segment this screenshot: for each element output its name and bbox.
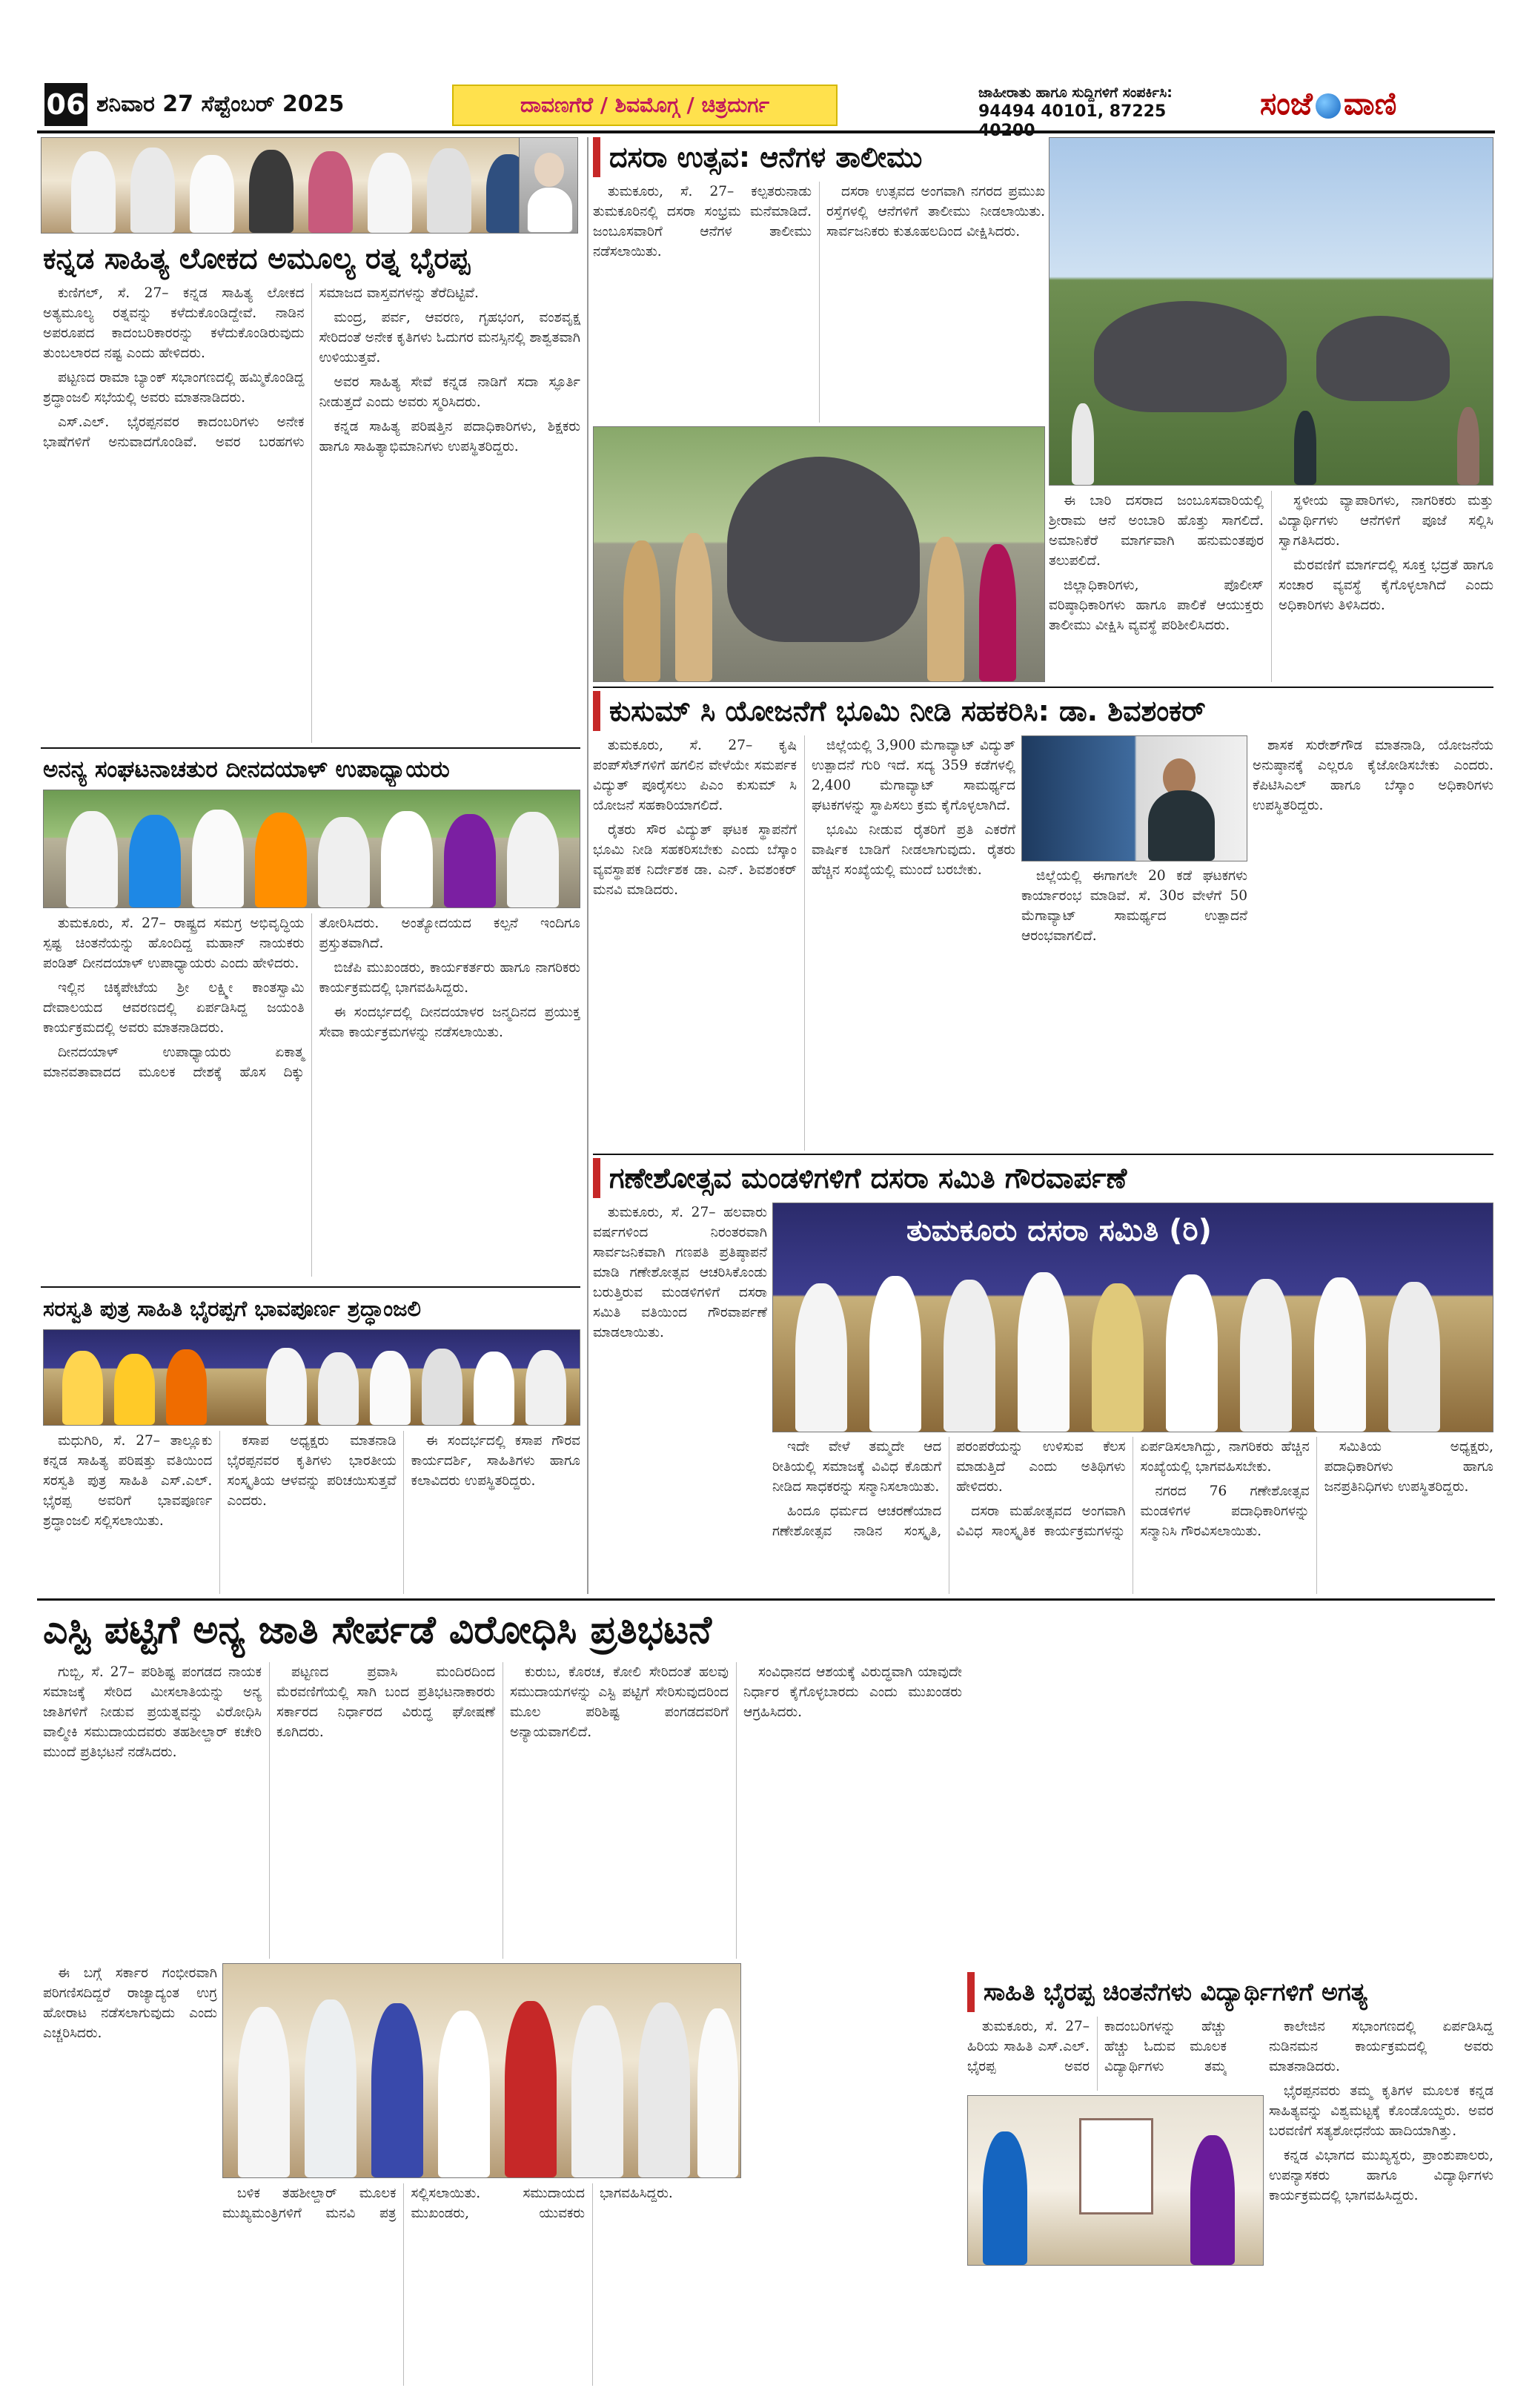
section-rule	[41, 1286, 580, 1288]
dasara-para-4: ಜಿಲ್ಲಾಧಿಕಾರಿಗಳು, ಪೊಲೀಸ್ ವರಿಷ್ಠಾಧಿಕಾರಿಗಳು ಹಾಗೂ ಪಾಲಿಕೆ ಆಯುಕ್ತರು ತಾಲೀಮು ವೀಕ್ಷಿಸಿ ವ್ಯವಸ್ಥೆ ಪರಿಶೀಲಿಸಿದರು.	[1049, 578, 1264, 633]
edition-label: ದಾವಣಗೆರೆ / ಶಿವಮೊಗ್ಗ / ಚಿತ್ರದುರ್ಗ	[452, 85, 838, 126]
dasara-body-bottom	[1049, 491, 1493, 682]
bhyrappa-tribute-photo	[41, 137, 574, 234]
kusum-body-right	[1253, 735, 1493, 1151]
protest-para-5: ಈ ಬಗ್ಗೆ ಸರ್ಕಾರ ಗಂಭೀರವಾಗಿ ಪರಿಗಣಿಸದಿದ್ದರೆ ರಾಜ್ಯಾದ್ಯಂತ ಉಗ್ರ ಹೋರಾಟ ನಡೆಸಲಾಗುವುದು ಎಂದು ಎಚ್ಚರಿಸಿದರು.	[43, 1965, 217, 2041]
ganesha-headline: ಗಣೇಶೋತ್ಸವ ಮಂಡಳಿಗಳಿಗೆ ದಸರಾ ಸಮಿತಿ ಗೌರವಾರ್ಪಣೆ	[593, 1158, 1493, 1198]
saraswathi-para-3: ಈ ಸಂದರ್ಭದಲ್ಲಿ ಕಸಾಪ ಗೌರವ ಕಾರ್ಯದರ್ಶಿ, ಸಾಹಿತಿಗಳು ಹಾಗೂ ಕಲಾವಿದರು ಉಪಸ್ಥಿತರಿದ್ದರು.	[411, 1433, 580, 1489]
page-date: ಶನಿವಾರ 27 ಸೆಪ್ಟೆಂಬರ್ 2025	[96, 91, 345, 117]
ganesha-para-6: ಸಮಿತಿಯ ಅಧ್ಯಕ್ಷರು, ಪದಾಧಿಕಾರಿಗಳು ಹಾಗೂ ಜನಪ್ರತಿನಿಧಿಗಳು ಉಪಸ್ಥಿತರಿದ್ದರು.	[1324, 1439, 1493, 1495]
protest-para-4: ಸಂವಿಧಾನದ ಆಶಯಕ್ಕೆ ವಿರುದ್ಧವಾಗಿ ಯಾವುದೇ ನಿರ್ಧಾರ ಕೈಗೊಳ್ಳಬಾರದು ಎಂದು ಮುಖಂಡರು ಆಗ್ರಹಿಸಿದರು.	[743, 1664, 962, 1720]
kusum-para-2: ರೈತರು ಸೌರ ವಿದ್ಯುತ್ ಘಟಕ ಸ್ಥಾಪನೆಗೆ ಭೂಮಿ ನೀಡಿ ಸಹಕರಿಸಬೇಕು ಎಂದು ಬೆಸ್ಕಾಂ ವ್ಯವಸ್ಥಾಪಕ ನಿರ್ದೇಶಕ ಡಾ. ಎನ್. ಶಿವಶಂಕರ್ ಮನವಿ ಮಾಡಿದರು.	[593, 822, 797, 898]
ganesha-banner: ತುಮಕೂರು ದಸರಾ ಸಮಿತಿ (ರಿ)	[906, 1214, 1212, 1248]
saraswathi-headline: ಸರಸ್ವತಿ ಪುತ್ರ ಸಾಹಿತಿ ಭೈರಪ್ಪಗೆ ಭಾವಪೂರ್ಣ ಶ್ರದ್ಧಾಂಜಲಿ	[43, 1296, 422, 1321]
section-rule	[41, 747, 580, 749]
bhyrappa-para-4: ಮಂದ್ರ, ಪರ್ವ, ಆವರಣ, ಗೃಹಭಂಗ, ವಂಶವೃಕ್ಷ ಸೇರಿದಂತೆ ಅನೇಕ ಕೃತಿಗಳು ಓದುಗರ ಮನಸ್ಸಿನಲ್ಲಿ ಶಾಶ್ವತವಾಗಿ ಉಳಿಯುತ್ತವೆ.	[319, 310, 580, 366]
ganesha-felicitation-photo	[772, 1203, 1493, 1432]
protest-body-bottom	[222, 2183, 962, 2386]
logo-word-sanje: ಸಂಜೆ	[1260, 85, 1313, 122]
ganesha-para-5: ನಗರದ 76 ಗಣೇಶೋತ್ಸವ ಮಂಡಳಿಗಳ ಪದಾಧಿಕಾರಿಗಳನ್ನು ಸನ್ಮಾನಿಸಿ ಗೌರವಿಸಲಾಯಿತು.	[1140, 1484, 1310, 1539]
dasara-para-3: ಈ ಬಾರಿ ದಸರಾದ ಜಂಬೂಸವಾರಿಯಲ್ಲಿ ಶ್ರೀರಾಮ ಆನೆ ಅಂಬಾರಿ ಹೊತ್ತು ಸಾಗಲಿದೆ. ಅಮಾನಿಕೆರೆ ಮಾರ್ಗವಾಗಿ ಹನುಮಂತಪುರ ತಲುಪಲಿದೆ.	[1049, 493, 1264, 569]
ad-contact-phones: 94494 40101, 87225	[978, 102, 1167, 121]
deendayal-body	[43, 913, 580, 1277]
deendayal-para-1: ತುಮಕೂರು, ಸೆ. 27– ರಾಷ್ಟ್ರದ ಸಮಗ್ರ ಅಭಿವೃದ್ಧಿಯ ಸ್ಪಷ್ಟ ಚಿಂತನೆಯನ್ನು ಹೊಂದಿದ್ದ ಮಹಾನ್ ನಾಯಕರು ಪಂಡಿತ್ ದೀನದಯಾಳ್ ಉಪಾಧ್ಯಾಯರು ಎಂದು ಹೇಳಿದರು.	[43, 916, 305, 971]
logo-word-vani: ವಾಣಿ	[1343, 85, 1397, 122]
kusum-para-3: ಜಿಲ್ಲೆಯಲ್ಲಿ 3,900 ಮೆಗಾವ್ಯಾಟ್ ವಿದ್ಯುತ್ ಉತ್ಪಾದನೆ ಗುರಿ ಇದೆ. ಸದ್ಯ 359 ಕಡೆಗಳಲ್ಲಿ 2,400 ಮೆಗಾವ್ಯಾಟ್ ಸಾಮರ್ಥ್ಯದ ಘಟಕಗಳನ್ನು ಸ್ಥಾಪಿಸಲು ಕ್ರಮ ಕೈಗೊಳ್ಳಲಾಗಿದೆ.	[812, 738, 1015, 813]
kusum-body-left	[593, 735, 1015, 1151]
ganesha-body-left	[593, 1203, 767, 1432]
globe-icon	[1316, 93, 1341, 119]
bhyrappa-para-1: ಕುಣಿಗಲ್, ಸೆ. 27– ಕನ್ನಡ ಸಾಹಿತ್ಯ ಲೋಕದ ಅತ್ಯಮೂಲ್ಯ ರತ್ನವನ್ನು ಕಳೆದುಕೊಂಡಿದ್ದೇವೆ. ನಾಡಿನ ಅಪರೂಪದ ಕಾದಂಬರಿಕಾರರನ್ನು ಕಳೆದುಕೊಂಡಿರುವುದು ತುಂಬಲಾರದ ನಷ್ಟ ಎಂದು ಹೇಳಿದರು.	[43, 285, 305, 361]
protest-para-1: ಗುಬ್ಬಿ, ಸೆ. 27– ಪರಿಶಿಷ್ಟ ಪಂಗಡದ ನಾಯಕ ಸಮಾಜಕ್ಕೆ ಸೇರಿದ ಮೀಸಲಾತಿಯನ್ನು ಅನ್ಯ ಜಾತಿಗಳಿಗೆ ನೀಡುವ ಪ್ರಯತ್ನವನ್ನು ವಿರೋಧಿಸಿ ವಾಲ್ಮೀಕಿ ಸಮುದಾಯದವರು ತಹಶೀಲ್ದಾರ್ ಕಚೇರಿ ಮುಂದೆ ಪ್ರತಿಭಟನೆ ನಡೆಸಿದರು.	[43, 1664, 262, 1760]
kusum-para-6: ಶಾಸಕ ಸುರೇಶ್‌ಗೌಡ ಮಾತನಾಡಿ, ಯೋಜನೆಯ ಅನುಷ್ಠಾನಕ್ಕೆ ಎಲ್ಲರೂ ಕೈಜೋಡಿಸಬೇಕು ಎಂದರು. ಕೆಪಿಟಿಸಿಎಲ್ ಹಾಗೂ ಬೆಸ್ಕಾಂ ಅಧಿಕಾರಿಗಳು ಉಪಸ್ಥಿತರಿದ್ದರು.	[1253, 738, 1493, 813]
saraswathi-body	[43, 1431, 580, 1594]
students-para-2: ಕಾಲೇಜಿನ ಸಭಾಂಗಣದಲ್ಲಿ ಏರ್ಪಡಿಸಿದ್ದ ನುಡಿನಮನ ಕಾರ್ಯಕ್ರಮದಲ್ಲಿ ಅವರು ಮಾತನಾಡಿದರು.	[1269, 2019, 1493, 2074]
students-para-1: ತುಮಕೂರು, ಸೆ. 27– ಹಿರಿಯ ಸಾಹಿತಿ ಎಸ್.ಎಲ್. ಭೈರಪ್ಪ ಅವರ ಕಾದಂಬರಿಗಳನ್ನು ಹೆಚ್ಚು ಹೆಚ್ಚು ಓದುವ ಮೂಲಕ ವಿದ್ಯಾರ್ಥಿಗಳು ತಮ್ಮ	[967, 2019, 1227, 2074]
students-body-right	[1269, 2017, 1493, 2386]
elephant-shape	[727, 457, 920, 642]
bhyrappa-para-3: ಎಸ್.ಎಲ್. ಭೈರಪ್ಪನವರ ಕಾದಂಬರಿಗಳು ಅನೇಕ ಭಾಷೆಗಳಿಗೆ ಅನುವಾದಗೊಂಡಿವೆ. ಅವರ ಬರಹಗಳು ಸಮಾಜದ ವಾಸ್ತವಗಳನ್ನು ತೆರೆದಿಟ್ಟಿವೆ.	[43, 285, 479, 450]
dasara-elephant-puja-photo	[593, 426, 1045, 682]
protest-body-top	[43, 1662, 962, 1959]
saraswathi-para-1: ಮಧುಗಿರಿ, ಸೆ. 27– ತಾಲ್ಲೂಕು ಕನ್ನಡ ಸಾಹಿತ್ಯ ಪರಿಷತ್ತು ವತಿಯಿಂದ ಸರಸ್ವತಿ ಪುತ್ರ ಸಾಹಿತಿ ಎಸ್.ಎಲ್. ಭೈರಪ್ಪ ಅವರಿಗೆ ಭಾವಪೂರ್ಣ ಶ್ರದ್ಧಾಂಜಲಿ ಸಲ್ಲಿಸಲಾಯಿತು.	[43, 1433, 213, 1529]
dasara-body-top	[593, 182, 1045, 423]
page-number: 06	[44, 83, 87, 126]
kusum-body-mid	[1021, 866, 1247, 1151]
deendayal-para-4: ಬಿಜೆಪಿ ಮುಖಂಡರು, ಕಾರ್ಯಕರ್ತರು ಹಾಗೂ ನಾಗರಿಕರು ಕಾರ್ಯಕ್ರಮದಲ್ಲಿ ಭಾಗವಹಿಸಿದ್ದರು.	[319, 960, 580, 996]
dasara-street-photo	[1049, 137, 1493, 486]
ganesha-para-3: ಹಿಂದೂ ಧರ್ಮದ ಆಚರಣೆಯಾದ ಗಣೇಶೋತ್ಸವ ನಾಡಿನ ಸಂಸ್ಕೃತಿ, ಪರಂಪರೆಯನ್ನು ಉಳಿಸುವ ಕೆಲಸ ಮಾಡುತ್ತಿದೆ ಎಂದು ಅತಿಥಿಗಳು ಹೇಳಿದರು.	[772, 1439, 1126, 1539]
protest-memorandum-photo	[222, 1963, 741, 2178]
protest-body-left	[43, 1963, 217, 2386]
students-headline: ಸಾಹಿತಿ ಭೈರಪ್ಪ ಚಿಂತನೆಗಳು ವಿದ್ಯಾರ್ಥಿಗಳಿಗೆ ಅಗತ್ಯ	[967, 1972, 1493, 2012]
bhyrappa-para-5: ಅವರ ಸಾಹಿತ್ಯ ಸೇವೆ ಕನ್ನಡ ನಾಡಿಗೆ ಸದಾ ಸ್ಫೂರ್ತಿ ನೀಡುತ್ತದೆ ಎಂದು ಅವರು ಸ್ಮರಿಸಿದರು.	[319, 374, 580, 410]
ganesha-para-2: ಇದೇ ವೇಳೆ ತಮ್ಮದೇ ಆದ ರೀತಿಯಲ್ಲಿ ಸಮಾಜಕ್ಕೆ ವಿವಿಧ ಕೊಡುಗೆ ನೀಡಿದ ಸಾಧಕರನ್ನು ಸನ್ಮಾನಿಸಲಾಯಿತು.	[772, 1439, 942, 1495]
ganesha-body-bottom	[772, 1437, 1493, 1594]
kusum-headline: ಕುಸುಮ್ ಸಿ ಯೋಜನೆಗೆ ಭೂಮಿ ನೀಡಿ ಸಹಕರಿಸಿ: ಡಾ. ಶಿವಶಂಕರ್	[593, 691, 1493, 731]
bhyrappa-portrait	[519, 137, 578, 234]
dasara-para-2: ದಸರಾ ಉತ್ಸವದ ಅಂಗವಾಗಿ ನಗರದ ಪ್ರಮುಖ ರಸ್ತೆಗಳಲ್ಲಿ ಆನೆಗಳಿಗೆ ತಾಲೀಮು ನೀಡಲಾಯಿತು. ಸಾರ್ವಜನಿಕರು ಕುತೂಹಲದಿಂದ ವೀಕ್ಷಿಸಿದರು.	[826, 184, 1045, 239]
ganesha-para-1: ತುಮಕೂರು, ಸೆ. 27– ಹಲವಾರು ವರ್ಷಗಳಿಂದ ನಿರಂತರವಾಗಿ ಸಾರ್ವಜನಿಕವಾಗಿ ಗಣಪತಿ ಪ್ರತಿಷ್ಠಾಪನೆ ಮಾಡಿ ಗಣೇಶೋತ್ಸವ ಆಚರಿಸಿಕೊಂಡು ಬರುತ್ತಿರುವ ಮಂಡಳಿಗಳಿಗೆ ದಸರಾ ಸಮಿತಿ ವತಿಯಿಂದ ಗೌರವಾರ್ಪಣೆ ಮಾಡಲಾಯಿತು.	[593, 1205, 767, 1340]
saraswathi-para-2: ಕಸಾಪ ಅಧ್ಯಕ್ಷರು ಮಾತನಾಡಿ ಭೈರಪ್ಪನವರ ಕೃತಿಗಳು ಭಾರತೀಯ ಸಂಸ್ಕೃತಿಯ ಆಳವನ್ನು ಪರಿಚಯಿಸುತ್ತವೆ ಎಂದರು.	[227, 1433, 397, 1509]
bhyrappa-portrait-frame	[1079, 2118, 1153, 2214]
kusum-para-4: ಭೂಮಿ ನೀಡುವ ರೈತರಿಗೆ ಪ್ರತಿ ಎಕರೆಗೆ ವಾರ್ಷಿಕ ಬಾಡಿಗೆ ನೀಡಲಾಗುವುದು. ರೈತರು ಹೆಚ್ಚಿನ ಸಂಖ್ಯೆಯಲ್ಲಿ ಮುಂದೆ ಬರಬೇಕು.	[812, 822, 1015, 878]
kusum-speaker-photo	[1021, 735, 1247, 861]
section-rule	[593, 687, 1493, 688]
masthead-rule	[37, 130, 1495, 133]
deendayal-para-2: ಇಲ್ಲಿನ ಚಿಕ್ಕಪೇಟೆಯ ಶ್ರೀ ಲಕ್ಷ್ಮೀ ಕಾಂತಸ್ವಾಮಿ ದೇವಾಲಯದ ಆವರಣದಲ್ಲಿ ಏರ್ಪಡಿಸಿದ್ದ ಜಯಂತಿ ಕಾರ್ಯಕ್ರಮದಲ್ಲಿ ಅವರು ಮಾತನಾಡಿದರು.	[43, 980, 305, 1036]
deendayal-para-3: ದೀನದಯಾಳ್ ಉಪಾಧ್ಯಾಯರು ಏಕಾತ್ಮ ಮಾನವತಾವಾದದ ಮೂಲಕ ದೇಶಕ್ಕೆ ಹೊಸ ದಿಕ್ಕು ತೋರಿಸಿದರು. ಅಂತ್ಯೋದಯದ ಕಲ್ಪನೆ ಇಂದಿಗೂ ಪ್ರಸ್ತುತವಾಗಿದೆ.	[43, 916, 580, 1080]
deendayal-event-photo	[43, 790, 580, 908]
students-body-left	[967, 2017, 1227, 2091]
dasara-para-1: ತುಮಕೂರು, ಸೆ. 27– ಕಲ್ಪತರುನಾಡು ತುಮಕೂರಿನಲ್ಲಿ ದಸರಾ ಸಂಭ್ರಮ ಮನೆಮಾಡಿದೆ. ಜಂಬೂಸವಾರಿಗೆ ಆನೆಗಳ ತಾಲೀಮು ನಡೆಸಲಾಯಿತು.	[593, 184, 812, 259]
elephant-shape	[1316, 316, 1450, 401]
protest-para-3: ಕುರುಬ, ಕೊರಚ, ಕೋಲಿ ಸೇರಿದಂತೆ ಹಲವು ಸಮುದಾಯಗಳನ್ನು ಎಸ್ಟಿ ಪಟ್ಟಿಗೆ ಸೇರಿಸುವುದರಿಂದ ಮೂಲ ಪರಿಶಿಷ್ಟ ಪಂಗಡದವರಿಗೆ ಅನ್ಯಾಯವಾಗಲಿದೆ.	[510, 1664, 729, 1740]
dasara-para-5: ಸ್ಥಳೀಯ ವ್ಯಾಪಾರಿಗಳು, ನಾಗರಿಕರು ಮತ್ತು ವಿದ್ಯಾರ್ಥಿಗಳು ಆನೆಗಳಿಗೆ ಪೂಜೆ ಸಲ್ಲಿಸಿ ಸ್ವಾಗತಿಸಿದರು.	[1279, 493, 1493, 549]
protest-headline: ಎಸ್ಟಿ ಪಟ್ಟಿಗೆ ಅನ್ಯ ಜಾತಿ ಸೇರ್ಪಡೆ ವಿರೋಧಿಸಿ ಪ್ರತಿಭಟನೆ	[43, 1608, 712, 1653]
newspaper-logo	[1260, 82, 1497, 128]
elephant-shape	[1094, 301, 1287, 412]
students-para-4: ಕನ್ನಡ ವಿಭಾಗದ ಮುಖ್ಯಸ್ಥರು, ಪ್ರಾಂಶುಪಾಲರು, ಉಪನ್ಯಾಸಕರು ಹಾಗೂ ವಿದ್ಯಾರ್ಥಿಗಳು ಕಾರ್ಯಕ್ರಮದಲ್ಲಿ ಭಾಗವಹಿಸಿದ್ದರು.	[1269, 2148, 1493, 2203]
kusum-para-1: ತುಮಕೂರು, ಸೆ. 27– ಕೃಷಿ ಪಂಪ್‌ಸೆಟ್‌ಗಳಿಗೆ ಹಗಲಿನ ವೇಳೆಯೇ ಸಮರ್ಪಕ ವಿದ್ಯುತ್ ಪೂರೈಸಲು ಪಿಎಂ ಕುಸುಮ್ ಸಿ ಯೋಜನೆ ಸಹಕಾರಿಯಾಗಲಿದೆ.	[593, 738, 797, 813]
ganesha-para-4: ದಸರಾ ಮಹೋತ್ಸವದ ಅಂಗವಾಗಿ ವಿವಿಧ ಸಾಂಸ್ಕೃತಿಕ ಕಾರ್ಯಕ್ರಮಗಳನ್ನು ಏರ್ಪಡಿಸಲಾಗಿದ್ದು, ನಾಗರಿಕರು ಹೆಚ್ಚಿನ ಸಂಖ್ಯೆಯಲ್ಲಿ ಭಾಗವಹಿಸಬೇಕು.	[956, 1439, 1310, 1539]
deendayal-para-5: ಈ ಸಂದರ್ಭದಲ್ಲಿ ದೀನದಯಾಳರ ಜನ್ಮದಿನದ ಪ್ರಯುಕ್ತ ಸೇವಾ ಕಾರ್ಯಕ್ರಮಗಳನ್ನು ನಡೆಸಲಾಯಿತು.	[319, 1005, 580, 1040]
deendayal-headline: ಅನನ್ಯ ಸಂಘಟನಾಚತುರ ದೀನದಯಾಳ್ ಉಪಾಧ್ಯಾಯರು	[43, 756, 450, 783]
bhyrappa-headline: ಕನ್ನಡ ಸಾಹಿತ್ಯ ಲೋಕದ ಅಮೂಲ್ಯ ರತ್ನ ಭೈರಪ್ಪ	[43, 242, 471, 276]
ad-contact-label: ಜಾಹೀರಾತು ಹಾಗೂ ಸುದ್ದಿಗಳಿಗೆ ಸಂಪರ್ಕಿಸಿ:	[978, 85, 1173, 101]
protest-para-6: ಬಳಿಕ ತಹಶೀಲ್ದಾರ್ ಮೂಲಕ ಮುಖ್ಯಮಂತ್ರಿಗಳಿಗೆ ಮನವಿ ಪತ್ರ ಸಲ್ಲಿಸಲಾಯಿತು. ಸಮುದಾಯದ ಮುಖಂಡರು, ಯುವಕರು ಭಾಗವಹಿಸಿದ್ದರು.	[222, 2186, 673, 2221]
kusum-para-5: ಜಿಲ್ಲೆಯಲ್ಲಿ ಈಗಾಗಲೇ 20 ಕಡೆ ಘಟಕಗಳು ಕಾರ್ಯಾರಂಭ ಮಾಡಿವೆ. ಸೆ. 30ರ ವೇಳೆಗೆ 50 ಮೆಗಾವ್ಯಾಟ್ ಸಾಮರ್ಥ್ಯದ ಉತ್ಪಾದನೆ ಆರಂಭವಾಗಲಿದೆ.	[1021, 868, 1247, 944]
dasara-para-6: ಮೆರವಣಿಗೆ ಮಾರ್ಗದಲ್ಲಿ ಸೂಕ್ತ ಭದ್ರತೆ ಹಾಗೂ ಸಂಚಾರ ವ್ಯವಸ್ಥೆ ಕೈಗೊಳ್ಳಲಾಗಿದೆ ಎಂದು ಅಧಿಕಾರಿಗಳು ತಿಳಿಸಿದರು.	[1279, 558, 1493, 613]
bhyrappa-body	[43, 283, 580, 743]
bhyrappa-para-6: ಕನ್ನಡ ಸಾಹಿತ್ಯ ಪರಿಷತ್ತಿನ ಪದಾಧಿಕಾರಿಗಳು, ಶಿಕ್ಷಕರು ಹಾಗೂ ಸಾಹಿತ್ಯಾಭಿಮಾನಿಗಳು ಉಪಸ್ಥಿತರಿದ್ದರು.	[319, 419, 580, 454]
students-tribute-photo	[967, 2095, 1264, 2266]
students-para-3: ಭೈರಪ್ಪನವರು ತಮ್ಮ ಕೃತಿಗಳ ಮೂಲಕ ಕನ್ನಡ ಸಾಹಿತ್ಯವನ್ನು ವಿಶ್ವಮಟ್ಟಕ್ಕೆ ಕೊಂಡೊಯ್ದರು. ಅವರ ಬರವಣಿಗೆ ಸತ್ಯಶೋಧನೆಯ ಹಾದಿಯಾಗಿತ್ತು.	[1269, 2083, 1493, 2139]
column-divider	[587, 137, 588, 1594]
saraswathi-event-photo	[43, 1329, 580, 1426]
section-rule	[37, 1598, 1495, 1601]
section-rule	[593, 1154, 1493, 1155]
ad-contact	[978, 83, 1223, 128]
protest-para-2: ಪಟ್ಟಣದ ಪ್ರವಾಸಿ ಮಂದಿರದಿಂದ ಮೆರವಣಿಗೆಯಲ್ಲಿ ಸಾಗಿ ಬಂದ ಪ್ರತಿಭಟನಾಕಾರರು ಸರ್ಕಾರದ ನಿರ್ಧಾರದ ವಿರುದ್ಧ ಘೋಷಣೆ ಕೂಗಿದರು.	[276, 1664, 495, 1740]
bhyrappa-para-2: ಪಟ್ಟಣದ ರಾಮಾ ಬ್ಯಾಂಕ್ ಸಭಾಂಗಣದಲ್ಲಿ ಹಮ್ಮಿಕೊಂಡಿದ್ದ ಶ್ರದ್ಧಾಂಜಲಿ ಸಭೆಯಲ್ಲಿ ಅವರು ಮಾತನಾಡಿದರು.	[43, 370, 305, 406]
dasara-headline: ದಸರಾ ಉತ್ಸವ: ಆನೆಗಳ ತಾಲೀಮು	[593, 137, 1045, 177]
